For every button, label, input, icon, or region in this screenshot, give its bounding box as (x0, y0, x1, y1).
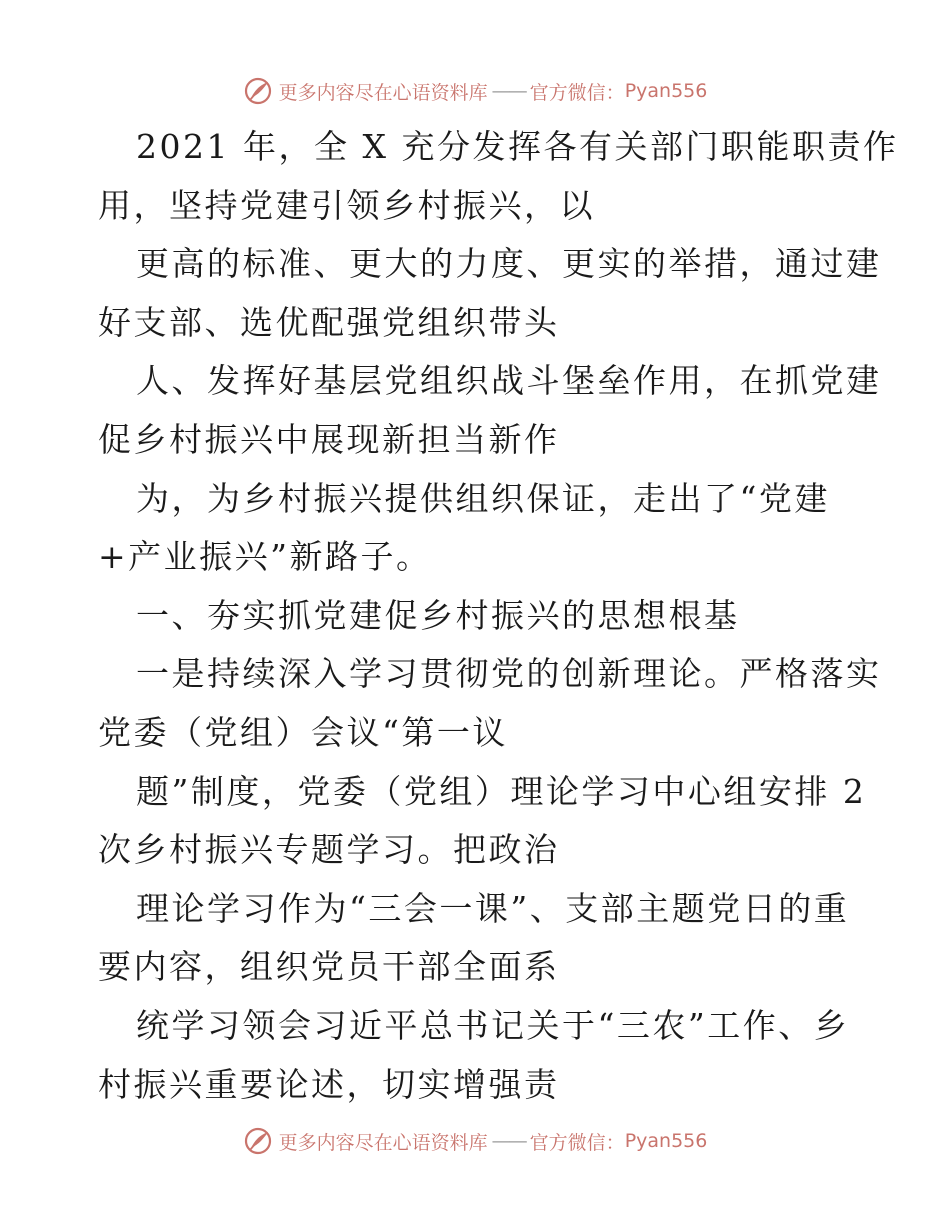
text-line: 人、发挥好基层党组织战斗堡垒作用，在抓党建 (136, 361, 882, 401)
text-line: 统学习领会习近平总书记关于“三农”工作、乡 (136, 1005, 850, 1045)
text-line: 理论学习作为“三会一课”、支部主题党日的重 (136, 888, 850, 928)
watermark-main-text: 更多内容尽在心语资料库 (278, 1131, 488, 1154)
text-line: 要内容，组织党员干部全面系 (98, 947, 560, 987)
text-line: 2021 年，全 X 充分发挥各有关部门职能职责作 (136, 127, 899, 166)
text-line: 更高的标准、更大的力度、更实的举措，通过建 (136, 244, 882, 284)
watermark-wechat-id: Pyan556 (624, 80, 708, 102)
text-line: 次乡村振兴专题学习。把政治 (98, 830, 560, 870)
document-body (98, 118, 899, 1114)
footer-watermark (0, 1124, 950, 1158)
header-watermark (0, 74, 950, 108)
watermark-wechat-label: 官方微信： (529, 81, 625, 104)
text-line: 促乡村振兴中展现新担当新作 (98, 419, 560, 459)
watermark-dash: —— (491, 1130, 526, 1152)
text-line: 为，为乡村振兴提供组织保证，走出了“党建 (136, 478, 830, 518)
feather-pen-logo-icon (243, 1126, 273, 1156)
watermark-dash: —— (491, 80, 526, 102)
text-line: +产业振兴”新路子。 (98, 537, 432, 577)
watermark-main-text: 更多内容尽在心语资料库 (278, 81, 488, 104)
feather-pen-logo-icon (243, 76, 273, 106)
watermark-wechat-id: Pyan556 (624, 1130, 708, 1152)
text-line: 好支部、选优配强党组织带头 (98, 302, 560, 342)
text-line: 村振兴重要论述，切实增强责 (98, 1064, 560, 1104)
section-heading: 一、夯实抓党建促乡村振兴的思想根基 (136, 595, 740, 635)
watermark-wechat-label: 官方微信： (529, 1131, 625, 1154)
text-line: 题”制度，党委（党组）理论学习中心组安排 2 (136, 771, 867, 811)
text-line: 一是持续深入学习贯彻党的创新理论。严格落实 (136, 654, 882, 694)
text-line: 用，坚持党建引领乡村振兴，以 (98, 185, 595, 225)
text-line: 党委（党组）会议“第一议 (98, 712, 508, 752)
